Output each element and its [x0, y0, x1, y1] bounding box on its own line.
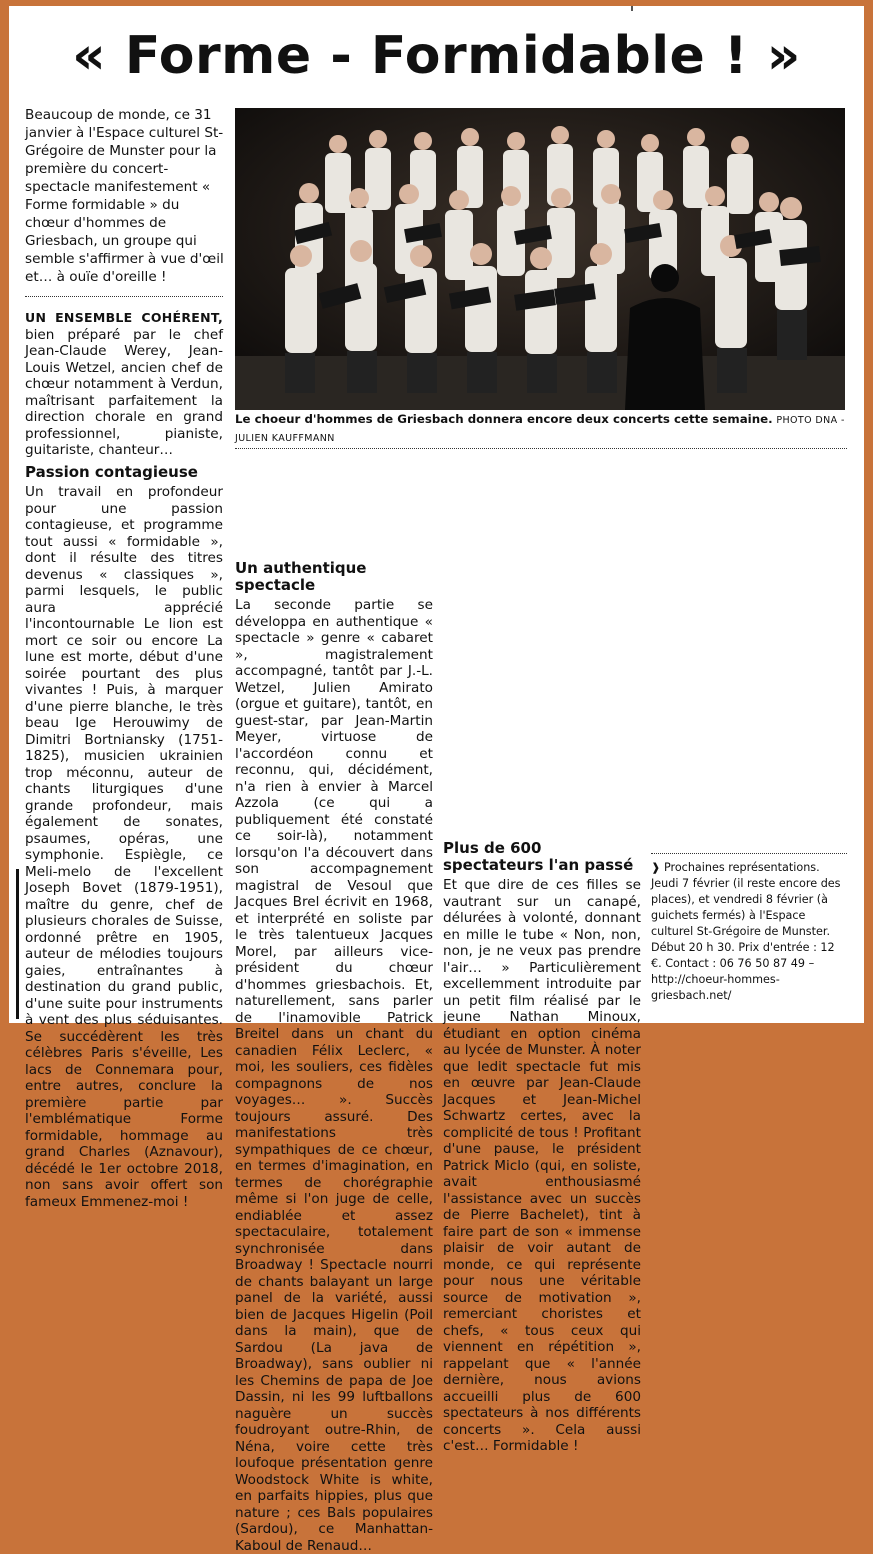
photo-credit: PHOTO DNA - JULIEN KAUFFMANN: [235, 415, 845, 444]
caption-text: Le choeur d'hommes de Griesbach donnera encore deux concerts cette semaine.: [235, 412, 773, 426]
col1-heading: Passion contagieuse: [25, 463, 198, 481]
col3-heading: Plus de 600 spectateurs l'an passé: [443, 839, 634, 874]
column-2: [235, 464, 433, 1554]
article-page: [9, 6, 864, 1554]
margin-bar: [16, 869, 19, 1019]
col1-text: Un travail en profondeur pour une passion contagieuse, et programme tout aussi « formidable », dont il résulte des titres devenus « classiques », parmi lesquels, le public aura apprécié l'incontournable Le lion est mort ce soir ou encore La lune est morte, début d'une soirée pourtant des plus vivantes ! Puis, à marquer d'une pierre blanche, le très beau Ige Herouwimy de Dimitri Bortniansky (1751-1825), musicien ukrainien trop méconnu, auteur de chants liturgiques d'une grande profondeur, mais également de sonates, psaumes, opéras, une symphonie. Espiègle, ce Meli-melo de l'excellent Joseph Bovet (1879-1951), maître du genre, chef de plusieurs chorales de Suisse, ordonné prêtre en 1905, auteur de mélodies toujours gaies, entraînantes à destination du grand public, d'une suite pour instruments à vent des plus séduisantes. Se succédèrent les très célèbres Paris s'éveille, Les lacs de Connemara pour, entre autres, conclure la première partie par l'emblématique Forme formidable, hommage au grand Charles (Aznavour), décédé le 1er octobre 2018, non sans avoir offert son fameux Emmenez-moi !: [25, 484, 223, 1210]
col2-text: La seconde partie se développa en authentique « spectacle » genre « cabaret », magistralement accompagné, tantôt par J.-L. Wetzel, Julien Amirato (orgue et guitare), tantôt, en guest-star, par Jean-Martin Meyer, virtuose de l'accordéon connu et reconnu, qui, décidément, n'a rien à envier à Marcel Azzola (ce qui a publiquement été constaté ce soir-là), notamment lorsqu'on l'a découvert dans son accompagnement magistral de Vesoul que Jacques Brel écrivit en 1968, et interprété en soliste par le très talentueux Jacques Morel, par ailleurs vice-président du chœur d'hommes griesbachois. Et, naturellement, sans parler de l'inamovible Patrick Breitel dans un chant du canadien Félix Leclerc, « moi, les souliers, ces fidèles compagnons de nos voyages… ». Succès toujours assuré. Des manifestations très sympathiques de ce chœur, en termes d'imagination, en termes de chorégraphie même si l'on juge de celle, endiablée et assez spectaculaire, totalement synchronisée dans Broadway ! Spectacle nourri de chants balayant un large panel de la variété, aussi bien de Jacques Higelin (Poil dans la main), que de Sardou (La java de Broadway), sans oublier ni les Chemins de papa de Joe Dassin, ni les 99 luftballons naguère un succès foudroyant outre-Rhin, de Néna, voire cette très loufoque présentation genre Woodstock White is white, en parfaits hippies, plus que nature ; ces Bals populaires (Sardou), ce Manhattan-Kaboul de Renaud…: [235, 597, 433, 1554]
info-divider: [651, 853, 847, 854]
headline: « Forme - Formidable ! »: [72, 26, 801, 86]
section-ensemble-text: bien préparé par le chef Jean-Claude Werey, Jean-Louis Wetzel, ancien chef de chœur notamment à Verdun, maîtrisant parfaitement la direction chorale en grand professionnel, pianiste, guitariste, chanteur…: [25, 326, 223, 458]
info-text: Prochaines représentations. Jeudi 7 février (il reste encore des places), et vendredi 8 février (à guichets fermés) à l'Espace culturel St-Grégoire de Munster. Début 20 h 30. Prix d'entrée : 12 €. Contact : 06 76 50 87 49 – http://choeur-hommes-griesbach.net/: [651, 861, 841, 1002]
page-fold-mark: [631, 6, 633, 11]
section-ensemble: [25, 310, 223, 459]
caption-divider: [235, 448, 847, 449]
intro-divider: [25, 296, 223, 297]
col3-text: Et que dire de ces filles se vautrant sur un canapé, délurées à volonté, donnant en mille le tube « Non, non, non, je ne veux pas prendre l'air… » Particulièrement excellemment introduite par un petit film réalisé par le jeune Nathan Minoux, étudiant en option cinéma au lycée de Munster. À noter que ledit spectacle fut mis en œuvre par Jean-Claude Jacques et Jean-Michel Schwartz certes, avec la complicité de tous ! Profitant d'une pause, le président Patrick Miclo (qui, en soliste, avait enthousiasmé l'assistance avec un succès de Pierre Bachelet), tint à faire part de son « immense plaisir de voir autant de monde, ce qui représente pour nous une véritable source de motivation », remerciant choristes et chefs, « tous ceux qui viennent en répétition », rappelant que « l'année dernière, nous avions accueilli plus de 600 spectateurs à nos différents concerts ». Cela aussi c'est… Formidable !: [443, 877, 641, 1454]
column-1: [25, 460, 223, 1210]
intro-paragraph: Beaucoup de monde, ce 31 janvier à l'Espace culturel St-Grégoire de Munster pour la première du concert-spectacle manifestement « Forme formidable » du chœur d'hommes de Griesbach, un groupe qui semble s'affirmer à vue d'œil et… à ouïe d'oreille !: [25, 107, 224, 285]
column-3: [443, 836, 641, 1454]
col2-heading: Un authentique spectacle: [235, 559, 367, 594]
arrow-icon: ❱: [651, 861, 661, 874]
photo-caption: [235, 411, 847, 447]
choir-photo: [235, 108, 845, 410]
info-box: [651, 860, 847, 1004]
section-ensemble-lead: UN ENSEMBLE COHÉRENT,: [25, 310, 223, 325]
choir-photo-illustration: [235, 108, 845, 410]
